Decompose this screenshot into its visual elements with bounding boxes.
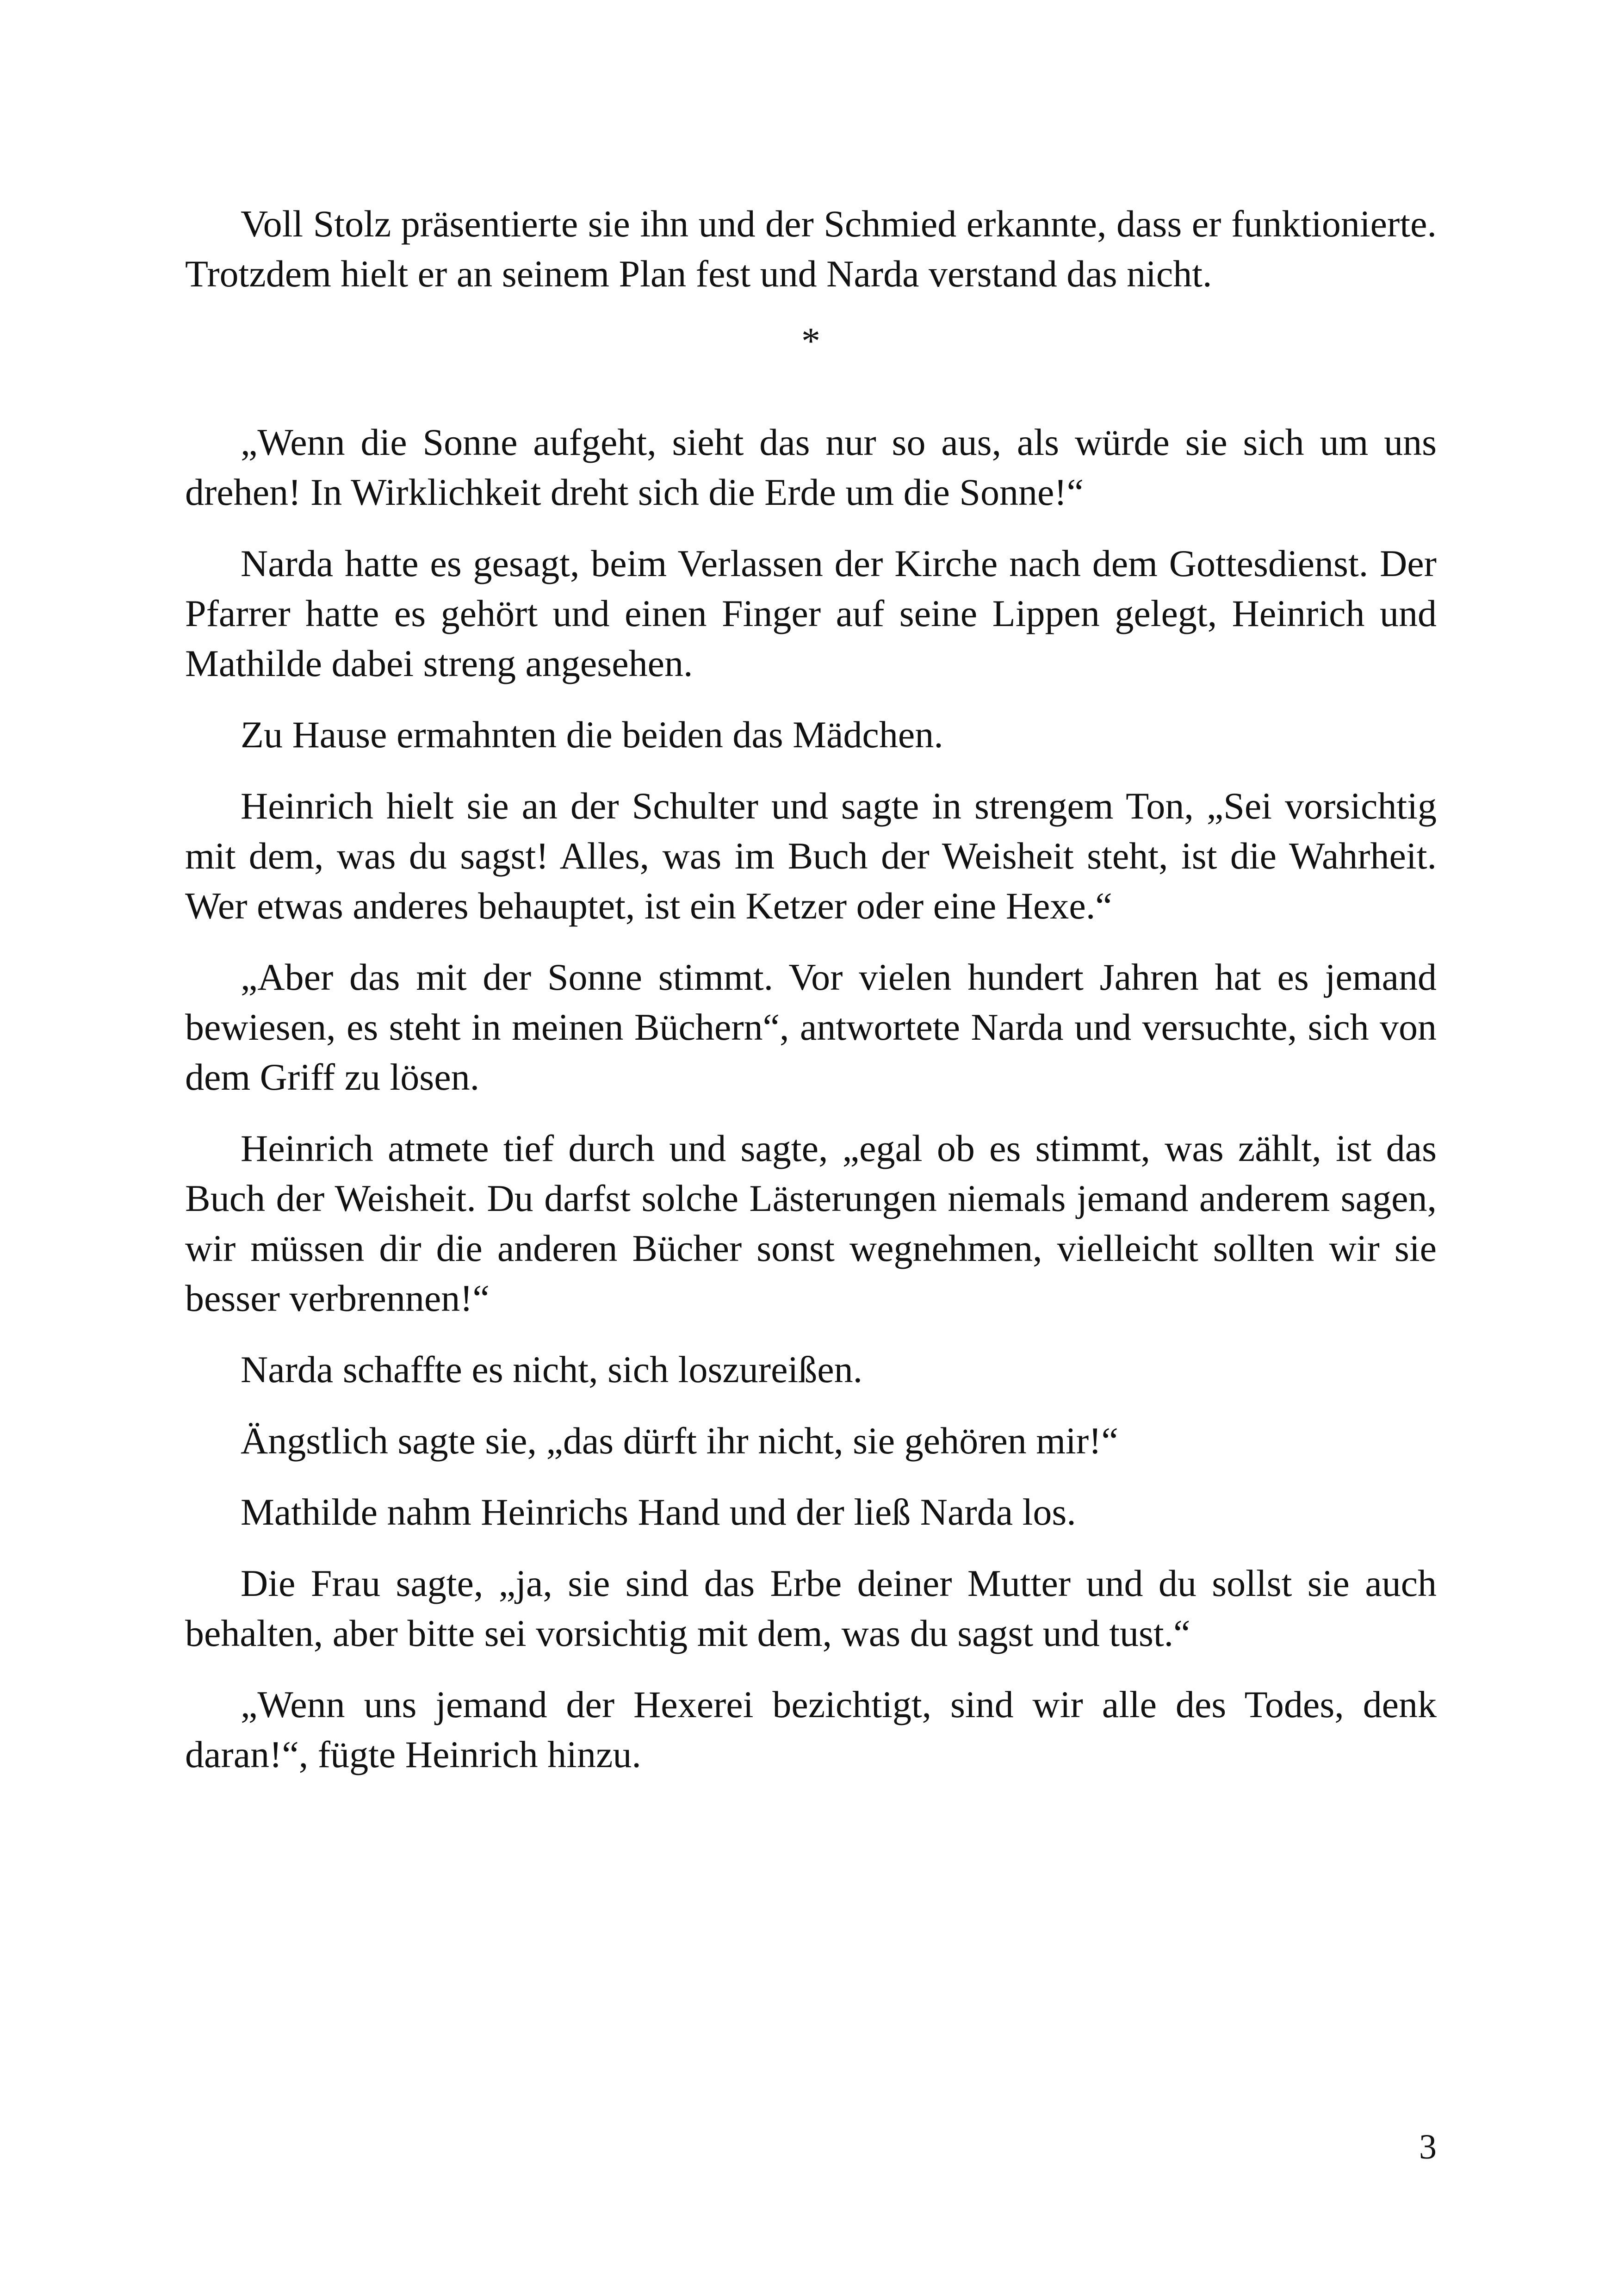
paragraph: Voll Stolz präsentierte sie ihn und der Schmied erkannte, dass er funktionierte. Trotzdem hielt er an seinem Plan fest und Narda verstand das nicht. xyxy=(185,203,1437,295)
paragraph: Zu Hause ermahnten die beiden das Mädchen. xyxy=(241,714,943,756)
paragraph: „Aber das mit der Sonne stimmt. Vor vielen hundert Jahren hat es jemand bewiesen, es steht in meinen Büchern“, antwortete Narda und versuchte, sich von dem Griff zu lösen. xyxy=(185,956,1437,1098)
paragraph: Die Frau sagte, „ja, sie sind das Erbe deiner Mutter und du sollst sie auch behalten, aber bitte sei vorsichtig mit dem, was du sagst und tust.“ xyxy=(185,1562,1437,1654)
body-text xyxy=(185,199,1437,1801)
paragraph: Narda hatte es gesagt, beim Verlassen der Kirche nach dem Gottesdienst. Der Pfarrer hatte es gehört und einen Finger auf seine Lippen gelegt, Heinrich und Mathilde dabei streng angesehen. xyxy=(185,542,1437,684)
paragraph: Narda schaffte es nicht, sich loszureißen. xyxy=(241,1348,863,1390)
paragraph: Heinrich atmete tief durch und sagte, „egal ob es stimmt, was zählt, ist das Buch der Weisheit. Du darfst solche Lästerungen niemals jemand anderem sagen, wir müssen dir die anderen Bücher sonst wegnehmen, vielleicht sollten wir sie besser verbrennen!“ xyxy=(185,1127,1437,1319)
paragraph: „Wenn die Sonne aufgeht, sieht das nur so aus, als würde sie sich um uns drehen! In Wirklichkeit dreht sich die Erde um die Sonne!“ xyxy=(185,421,1437,513)
page-number: 3 xyxy=(1419,2128,1437,2166)
paragraph: Ängstlich sagte sie, „das dürft ihr nicht, sie gehören mir!“ xyxy=(241,1420,1118,1462)
paragraph: Mathilde nahm Heinrichs Hand und der ließ Narda los. xyxy=(241,1491,1076,1533)
paragraph: Heinrich hielt sie an der Schulter und sagte in strengem Ton, „Sei vorsichtig mit dem, was du sagst! Alles, was im Buch der Weisheit steht, ist die Wahrheit. Wer etwas anderes behauptet, ist ein Ketzer oder eine Hexe.“ xyxy=(185,785,1437,927)
paragraph: „Wenn uns jemand der Hexerei bezichtigt, sind wir alle des Todes, denk daran!“, fügte Heinrich hinzu. xyxy=(185,1683,1437,1775)
section-separator: * xyxy=(801,320,820,362)
